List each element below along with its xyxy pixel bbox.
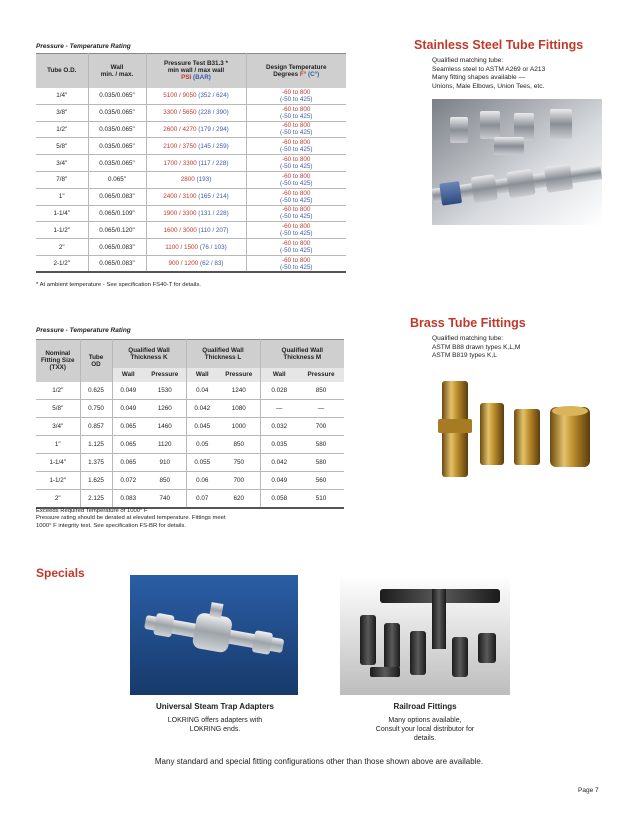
temp-c: (-50 to 425) — [279, 213, 313, 221]
table-row — [36, 88, 346, 105]
pressure-cell — [146, 255, 246, 272]
m-pressure-cell: 850 — [298, 382, 344, 400]
temp-f: -60 to 800 — [282, 122, 311, 130]
wall-cell: 0.035/0.065" — [88, 121, 146, 138]
temp-c: (-50 to 425) — [279, 146, 313, 154]
wall-cell: 0.035/0.065" — [88, 88, 146, 105]
l-wall-cell: 0.055 — [186, 454, 218, 472]
stainless-fittings-photo — [432, 99, 602, 225]
l-pressure-cell: 850 — [218, 436, 260, 454]
l-pressure-cell: 1000 — [218, 418, 260, 436]
tube-od-cell: 5/8" — [36, 138, 88, 155]
pressure-bar: (117 / 228) — [198, 159, 229, 167]
pressure-psi: 1100 / 1500 — [165, 243, 200, 251]
temp-c: (-50 to 425) — [279, 263, 313, 271]
temp-f: -60 to 800 — [282, 240, 311, 248]
table-row — [36, 239, 346, 256]
col-tube-od: Tube OD — [80, 340, 112, 382]
wall-cell: 0.065/0.109" — [88, 205, 146, 222]
stainless-caption: Pressure - Temperature Rating — [36, 43, 131, 50]
wall-cell: 0.065/0.083" — [88, 188, 146, 205]
k-wall-cell: 0.065 — [112, 436, 144, 454]
tube-od-cell: 2-1/2" — [36, 255, 88, 272]
pressure-psi: 2600 / 4270 — [163, 125, 199, 133]
table-row — [36, 121, 346, 138]
size-cell: 1/2" — [36, 382, 80, 400]
pressure-bar: (193) — [196, 176, 212, 184]
table-row — [36, 454, 344, 472]
k-pressure-cell: 850 — [144, 472, 186, 490]
table-row — [36, 104, 346, 121]
design-temp-cell — [246, 104, 346, 121]
l-wall-cell: 0.06 — [186, 472, 218, 490]
col-pressure-bar: (BAR) — [193, 74, 211, 82]
steam-trap-text: LOKRING offers adapters with LOKRING ends. — [167, 717, 263, 733]
l-pressure-cell: 700 — [218, 472, 260, 490]
od-cell: 1.625 — [80, 472, 112, 490]
m-wall-cell: 0.049 — [260, 472, 298, 490]
pressure-bar: (131 / 228) — [198, 209, 229, 217]
design-temp-cell — [246, 239, 346, 256]
col-wall: Wall min. / max. — [88, 54, 146, 88]
col-wall-k: Qualified Wall Thickness K — [112, 340, 186, 368]
specials-title: Specials — [36, 566, 85, 580]
temp-f: -60 to 800 — [282, 139, 311, 147]
pressure-psi: 2400 / 3100 — [163, 193, 199, 201]
m-wall-cell: 0.035 — [260, 436, 298, 454]
pressure-bar: (228 / 390) — [198, 109, 229, 117]
col-design-temp — [246, 54, 346, 88]
sub-pressure-k: Pressure — [144, 368, 186, 382]
sub-wall-l: Wall — [186, 368, 218, 382]
table-row — [36, 436, 344, 454]
pressure-cell — [146, 88, 246, 105]
design-temp-cell — [246, 255, 346, 272]
size-cell: 3/4" — [36, 418, 80, 436]
k-pressure-cell: 1120 — [144, 436, 186, 454]
size-cell: 2" — [36, 490, 80, 508]
pressure-bar: (352 / 624) — [198, 92, 229, 100]
od-cell: 0.857 — [80, 418, 112, 436]
od-cell: 1.125 — [80, 436, 112, 454]
temp-f: -60 to 800 — [282, 172, 311, 180]
l-pressure-cell: 1240 — [218, 382, 260, 400]
tube-od-cell: 1/2" — [36, 121, 88, 138]
l-wall-cell: 0.045 — [186, 418, 218, 436]
m-pressure-cell: 510 — [298, 490, 344, 508]
wall-cell: 0.065" — [88, 171, 146, 188]
temp-c: (-50 to 425) — [279, 112, 313, 120]
col-wall-m: Qualified Wall Thickness M — [260, 340, 344, 368]
m-pressure-cell: — — [298, 400, 344, 418]
temp-c: (-50 to 425) — [279, 230, 313, 238]
od-cell: 0.750 — [80, 400, 112, 418]
table-row — [36, 155, 346, 172]
col-design-label: Design Temperature Degrees — [266, 63, 327, 78]
sub-wall-m: Wall — [260, 368, 298, 382]
pressure-psi: 1900 / 3300 — [163, 209, 199, 217]
temp-f: -60 to 800 — [282, 105, 311, 113]
design-temp-cell — [246, 188, 346, 205]
page-number: Page 7 — [578, 787, 599, 794]
k-pressure-cell: 1530 — [144, 382, 186, 400]
pressure-psi: 1600 / 3000 — [163, 226, 199, 234]
temp-f: -60 to 800 — [282, 256, 311, 264]
table-row — [36, 138, 346, 155]
m-pressure-cell: 700 — [298, 418, 344, 436]
wall-cell: 0.035/0.065" — [88, 138, 146, 155]
temp-c: (-50 to 425) — [279, 247, 313, 255]
l-wall-cell: 0.042 — [186, 400, 218, 418]
steam-trap-title: Universal Steam Trap Adapters — [156, 702, 274, 711]
tube-od-cell: 3/8" — [36, 104, 88, 121]
col-pressure-psi: PSI — [181, 74, 192, 82]
col-design-c: (C°) — [307, 70, 320, 78]
size-cell: 1" — [36, 436, 80, 454]
table-row — [36, 255, 346, 272]
table-row — [36, 490, 344, 508]
design-temp-cell — [246, 88, 346, 105]
pressure-bar: (62 / 83) — [200, 260, 224, 268]
l-pressure-cell: 1080 — [218, 400, 260, 418]
temp-f: -60 to 800 — [282, 206, 311, 214]
railroad-title: Railroad Fittings — [393, 702, 457, 711]
brass-fittings-photo — [432, 373, 602, 483]
brass-footnote: Exceeds Required Temperature of 1000° F Pressure rating should be derated at elevated temperature. Fittings meet 1000° F integrity test. See specification FS-BR for details. — [36, 508, 226, 529]
stainless-table — [36, 53, 346, 273]
design-temp-cell — [246, 121, 346, 138]
design-temp-cell — [246, 155, 346, 172]
sub-pressure-m: Pressure — [298, 368, 344, 382]
wall-cell: 0.065/0.120" — [88, 222, 146, 239]
wall-cell: 0.065/0.083" — [88, 255, 146, 272]
pressure-bar: (179 / 294) — [198, 125, 229, 133]
tube-od-cell: 1-1/4" — [36, 205, 88, 222]
wall-cell: 0.035/0.065" — [88, 155, 146, 172]
pressure-bar: (110 / 207) — [198, 226, 229, 234]
pressure-psi: 2100 / 3750 — [163, 142, 199, 150]
pressure-cell — [146, 205, 246, 222]
design-temp-cell — [246, 222, 346, 239]
m-wall-cell: — — [260, 400, 298, 418]
l-wall-cell: 0.07 — [186, 490, 218, 508]
table-row — [36, 418, 344, 436]
pressure-cell — [146, 171, 246, 188]
k-wall-cell: 0.065 — [112, 418, 144, 436]
table-row — [36, 222, 346, 239]
pressure-psi: 5100 / 9050 — [163, 92, 199, 100]
m-pressure-cell: 560 — [298, 472, 344, 490]
brass-side-text: Qualified matching tube: ASTM B88 drawn types K,L,M ASTM B819 types K,L — [432, 335, 521, 360]
stainless-side-text: Qualified matching tube: Seamless steel to ASTM A269 or A213 Many fitting shapes available — Unions, Male Elbows, Union Tees, etc. — [432, 57, 546, 90]
k-wall-cell: 0.072 — [112, 472, 144, 490]
k-pressure-cell: 740 — [144, 490, 186, 508]
temp-c: (-50 to 425) — [279, 179, 313, 187]
pressure-bar: (76 / 103) — [199, 243, 227, 251]
brass-table — [36, 339, 344, 509]
design-temp-cell — [246, 205, 346, 222]
m-pressure-cell: 580 — [298, 436, 344, 454]
railroad-fittings-photo — [340, 575, 510, 695]
wall-cell: 0.035/0.065" — [88, 104, 146, 121]
pressure-cell — [146, 222, 246, 239]
l-pressure-cell: 750 — [218, 454, 260, 472]
tube-od-cell: 2" — [36, 239, 88, 256]
steam-trap-adapter-photo — [130, 575, 298, 695]
temp-f: -60 to 800 — [282, 223, 311, 231]
k-wall-cell: 0.083 — [112, 490, 144, 508]
k-pressure-cell: 1260 — [144, 400, 186, 418]
stainless-title: Stainless Steel Tube Fittings — [414, 38, 584, 52]
pressure-bar: (145 / 259) — [198, 142, 229, 150]
k-wall-cell: 0.049 — [112, 400, 144, 418]
temp-c: (-50 to 425) — [279, 129, 313, 137]
temp-f: -60 to 800 — [282, 189, 311, 197]
stainless-footnote: * At ambient temperature - See specification FS40-T for details. — [36, 282, 201, 288]
temp-c: (-50 to 425) — [279, 196, 313, 204]
pressure-cell — [146, 155, 246, 172]
tube-od-cell: 1-1/2" — [36, 222, 88, 239]
col-tube-od: Tube O.D. — [36, 54, 88, 88]
od-cell: 0.625 — [80, 382, 112, 400]
table-row — [36, 171, 346, 188]
table-row — [36, 205, 346, 222]
k-pressure-cell: 1460 — [144, 418, 186, 436]
table-row — [36, 400, 344, 418]
pressure-cell — [146, 138, 246, 155]
temp-f: -60 to 800 — [282, 88, 311, 96]
specials-bottom-text: Many standard and special fitting configurations other than those shown above are available. — [154, 757, 484, 766]
pressure-bar: (165 / 214) — [198, 193, 229, 201]
k-pressure-cell: 910 — [144, 454, 186, 472]
m-wall-cell: 0.058 — [260, 490, 298, 508]
table-row — [36, 188, 346, 205]
l-wall-cell: 0.05 — [186, 436, 218, 454]
m-wall-cell: 0.028 — [260, 382, 298, 400]
col-wall-l: Qualified Wall Thickness L — [186, 340, 260, 368]
design-temp-cell — [246, 138, 346, 155]
k-wall-cell: 0.049 — [112, 382, 144, 400]
pressure-psi: 1700 / 3300 — [163, 159, 199, 167]
tube-od-cell: 3/4" — [36, 155, 88, 172]
size-cell: 5/8" — [36, 400, 80, 418]
brass-title: Brass Tube Fittings — [410, 316, 526, 330]
col-pressure-label: Pressure Test B31.3 * min wall / max wall — [164, 60, 228, 75]
od-cell: 1.375 — [80, 454, 112, 472]
l-wall-cell: 0.04 — [186, 382, 218, 400]
size-cell: 1-1/2" — [36, 472, 80, 490]
temp-f: -60 to 800 — [282, 156, 311, 164]
size-cell: 1-1/4" — [36, 454, 80, 472]
design-temp-cell — [246, 171, 346, 188]
l-pressure-cell: 620 — [218, 490, 260, 508]
pressure-psi: 900 / 1200 — [168, 260, 201, 268]
m-wall-cell: 0.042 — [260, 454, 298, 472]
pressure-cell — [146, 121, 246, 138]
pressure-psi: 3300 / 5650 — [163, 109, 199, 117]
tube-od-cell: 1" — [36, 188, 88, 205]
table-row — [36, 472, 344, 490]
k-wall-cell: 0.065 — [112, 454, 144, 472]
table-row — [36, 382, 344, 400]
col-nominal: Nominal Fitting Size (TXX) — [36, 340, 80, 382]
temp-c: (-50 to 425) — [279, 95, 313, 103]
m-pressure-cell: 580 — [298, 454, 344, 472]
brass-caption: Pressure - Temperature Rating — [36, 327, 131, 334]
tube-od-cell: 1/4" — [36, 88, 88, 105]
od-cell: 2.125 — [80, 490, 112, 508]
wall-cell: 0.065/0.083" — [88, 239, 146, 256]
temp-c: (-50 to 425) — [279, 163, 313, 171]
col-pressure — [146, 54, 246, 88]
pressure-cell — [146, 188, 246, 205]
pressure-cell — [146, 104, 246, 121]
pressure-cell — [146, 239, 246, 256]
railroad-text: Many options available, Consult your local distributor for details. — [375, 717, 475, 742]
pressure-psi: 2800 — [180, 176, 197, 184]
tube-od-cell: 7/8" — [36, 171, 88, 188]
sub-wall-k: Wall — [112, 368, 144, 382]
col-design-f: F° — [299, 70, 307, 78]
sub-pressure-l: Pressure — [218, 368, 260, 382]
m-wall-cell: 0.032 — [260, 418, 298, 436]
